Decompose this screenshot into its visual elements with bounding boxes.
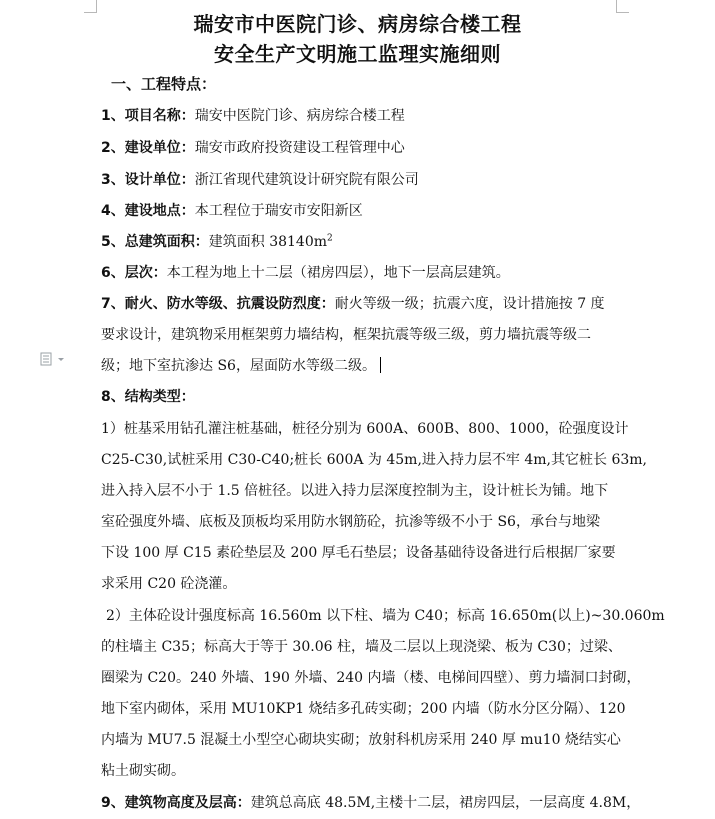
item-text: 建筑面积 38140m bbox=[208, 234, 328, 250]
paragraph-options-icon[interactable] bbox=[40, 352, 68, 366]
superscript: 2 bbox=[327, 233, 333, 244]
para2-line1: 2）主体砼设计强度标高 16.560m 以下柱、墙为 C40；标高 16.650m(以上)~30.060m bbox=[106, 608, 665, 624]
para1-line3: 进入持入层不小于 1.5 倍桩径。以进入持力层深度控制为主，设计桩长为铺。地下 bbox=[101, 483, 609, 499]
item-fire-rating-cont: 要求设计，建筑物采用框架剪力墙结构，框架抗震等级三级，剪力墙抗震等级二 bbox=[101, 327, 591, 343]
text-cursor bbox=[380, 357, 381, 373]
item-label: 3、设计单位： bbox=[101, 172, 195, 188]
item-label: 6、层次： bbox=[101, 265, 167, 281]
item-text: 耐火等级一级；抗震六度，设计措施按 7 度 bbox=[334, 296, 605, 312]
item-text: 级；地下室抗渗达 S6，屋面防水等级二级。 bbox=[101, 358, 376, 374]
para1-line2: C25-C30,试桩采用 C30-C40;桩长 600A 为 45m,进入持力层不牢 4m,其它桩长 63m, bbox=[101, 452, 647, 468]
item-label: 8、结构类型： bbox=[101, 389, 195, 405]
item-owner bbox=[101, 138, 621, 158]
item-text: 瑞安市政府投资建设工程管理中心 bbox=[194, 140, 405, 156]
item-label: 9、建筑物高度及层高： bbox=[101, 795, 251, 811]
item-label: 5、总建筑面积： bbox=[101, 234, 209, 250]
para1-line4: 室砼强度外墙、底板及顶板均采用防水钢筋砼，抗渗等级不小于 S6，承台与地梁 bbox=[101, 514, 600, 530]
item-label: 2、建设单位： bbox=[101, 140, 195, 156]
item-designer bbox=[101, 170, 621, 190]
section-heading: 一、工程特点： bbox=[111, 75, 217, 93]
item-label: 1、项目名称： bbox=[101, 108, 195, 124]
item-text: 建筑总高底 48.5M,主楼十二层，裙房四层，一层高度 4.8M， bbox=[250, 795, 641, 811]
item-fire-rating-cont2 bbox=[101, 356, 621, 376]
item-label: 7、耐火、防水等级、抗震设防烈度： bbox=[101, 296, 335, 312]
para1-line5: 下设 100 厚 C15 素砼垫层及 200 厚毛石垫层；设备基础待设备进行后根据厂家要 bbox=[101, 545, 616, 561]
para2-line3: 圈梁为 C20。240 外墙、190 外墙、240 内墙（楼、电梯间四壁）、剪力墙洞口封砌， bbox=[101, 670, 641, 686]
para2-line6: 粘土砌实砌。 bbox=[101, 763, 185, 779]
para1-line6: 求采用 C20 砼浇灌。 bbox=[101, 576, 237, 592]
item-location bbox=[101, 201, 621, 221]
item-text: 瑞安中医院门诊、病房综合楼工程 bbox=[194, 108, 405, 124]
item-text: 本工程位于瑞安市安阳新区 bbox=[194, 203, 363, 219]
para2-line4: 地下室内砌体，采用 MU10KP1 烧结多孔砖实砌；200 内墙（防水分区分隔）、120 bbox=[101, 701, 626, 717]
item-text: 本工程为地上十二层（裙房四层），地下一层高层建筑。 bbox=[166, 265, 510, 281]
document-title-line2: 安全生产文明施工监理实施细则 bbox=[214, 42, 501, 66]
item-label: 4、建设地点： bbox=[101, 203, 195, 219]
document-title-line1: 瑞安市中医院门诊、病房综合楼工程 bbox=[193, 12, 522, 36]
para1-line1: 1）桩基采用钻孔灌注桩基础，桩径分别为 600A、600B、800、1000，砼强度设计 bbox=[101, 421, 629, 437]
item-floors bbox=[101, 263, 621, 283]
para2-line2: 的柱墙主 C35；标高大于等于 30.06 柱，墙及二层以上现浇梁、板为 C30；过梁、 bbox=[101, 639, 622, 655]
item-building-height bbox=[101, 793, 641, 813]
item-area bbox=[101, 232, 621, 252]
item-project-name bbox=[101, 106, 621, 126]
para2-line5: 内墙为 MU7.5 混凝土小型空心砌块实砌；放射科机房采用 240 厚 mu10 烧结实心 bbox=[101, 732, 621, 748]
item-fire-rating bbox=[101, 294, 621, 314]
item-text: 浙江省现代建筑设计研究院有限公司 bbox=[194, 172, 419, 188]
item-structure-type bbox=[101, 387, 621, 407]
